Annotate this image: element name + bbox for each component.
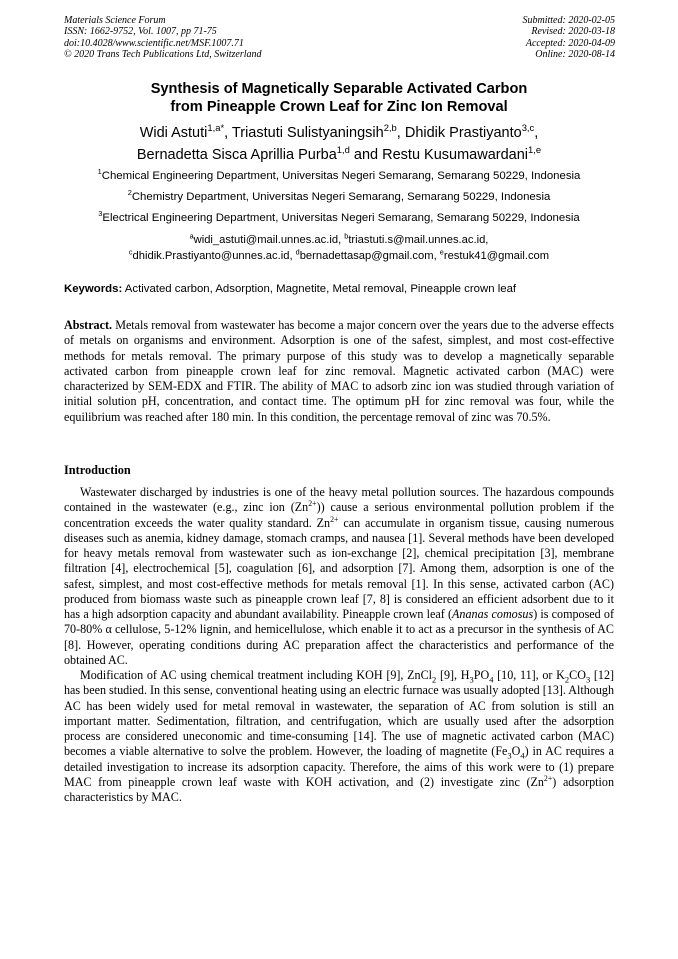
journal-issn: ISSN: 1662-9752, Vol. 1007, pp 71-75: [64, 26, 217, 38]
affiliation-number: 3: [98, 209, 103, 219]
abstract: [64, 318, 614, 425]
email-link[interactable]: dhidik.Prastiyanto@unnes.ac.id: [132, 250, 290, 262]
paragraph: Wastewater discharged by industries is one of the heavy metal pollution sources. The hazardous compounds contained in the wastewater (e.g., zinc ion $(Zn^{2+})$) cause a serious environmental pollution problem if the concentration exceeds the water quality standard. $Zn^{2+}$ can accumulate in organism tissue, causing numerous diseases such as anemia, kidney damage, stomach cramps, and nausea [1]. Several methods have been developed for heavy metals removal from wastewater such as ion-exchange [2], chemical precipitation [3], membrane filtration [4], electrochemical [5], coagulation [6], and adsorption [7]. Among them, adsorption is one of the safest, simplest, and most cost-effective methods for metals removal [1]. In this sense, activated carbon (AC) produced from biomass waste such as pineapple crown leaf [7, 8] is considered an efficient adsorbent due to it has a high adsorption capacity and abundant availability. Pineapple crown leaf (Ananas comosus) is composed of 70-80% α cellulose, 5-12% lignin, and hemicellulose, which enable it to act as a precursor in the synthesis of AC [8]. However, operating conditions during AC preparation affect the characteristics and performance of the obtained AC.: [64, 485, 614, 667]
author-affil-mark: 2,b: [383, 122, 397, 134]
email-link[interactable]: restuk41@gmail.com: [443, 250, 550, 262]
abstract-label: Abstract.: [64, 318, 113, 332]
journal-info: [64, 15, 262, 61]
affiliation-text: Electrical Engineering Department, Universitas Negeri Semarang, Semarang 50229, Indonesia: [102, 212, 580, 224]
date-submitted: Submitted: 2020-02-05: [522, 15, 615, 26]
author-affil-mark: 1,d: [336, 144, 350, 156]
introduction-body: [64, 485, 614, 805]
section-heading: Introduction: [64, 463, 131, 477]
author-emails: $^a$widi_astuti@mail.unnes.ac.id, $^b$triastuti.s@mail.unnes.ac.id, $^c$dhidik.Prastiyanto@unnes.ac.id, $^d$bernadettasap@gmail.com, $^e$restuk41@gmail.com: [128, 231, 550, 262]
journal-name: Materials Science Forum: [64, 15, 166, 26]
author-affil-mark: 1,a*: [207, 122, 225, 134]
abstract-text: Metals removal from wastewater has become a major concern over the years due to the adverse effects of metals on organisms and environment. Adsorption is one of the safest, simplest, and most cost-effective methods for metals removal. The primary purpose of this study was to develop a magnetically separable activated carbon from pineapple crown leaf for zinc removal. Magnetic activated carbon (MAC) were characterized by SEM-EDX and FTIR. The ability of MAC to adsorb zinc ion was studied through variation of initial solution pH, concentration, and contact time. The optimum pH for zinc removal was four, while the equilibrium was reached after 180 min. In this condition, the percentage removal of zinc was 70.5%.: [64, 318, 614, 424]
affiliation-number: 1: [97, 167, 102, 177]
author-name: Restu Kusumawardani: [382, 147, 529, 163]
author-list: Widi Astuti$^{1,a*}$, Triastuti Sulistyaningsih$^{2,b}$, Dhidik Prastiyanto$^{3,c}$, Bernadetta Sisca Aprillia Purba$^{1,d}$ and Restu Kusumawardani$^{1,e}$: [136, 122, 542, 163]
affiliation-1: [30, 169, 648, 183]
keywords: [64, 282, 616, 296]
paper-title: [40, 80, 638, 116]
affiliation-number: 2: [127, 188, 132, 198]
author-and: and: [353, 147, 379, 163]
paragraph: Modification of AC using chemical treatment including KOH [9], ZnCl$_2$ [9], $H_3PO_4$ [10, 11], or $K_2CO_3$ [12] has been studied. In this sense, conventional heating using an electric furnace was usually adopted [13]. Although AC has been widely used for metal removal in wastewater, the separation of AC from solution is still an important matter. Sedimentation, filtration, and centrifugation, which are usually used after the adsorption process are considered uneconomic and time-consuming [14]. The use of magnetic activated carbon (MAC) becomes a viable alternative to solve the problem. However, the loading of magnetite $(Fe_3O_4)$ in AC requires a detailed investigation to increase its adsorption capacity. Therefore, the aims of this work were to (1) prepare MAC from pineapple crown leaf waste with KOH activation, and (2) investigate zinc $(Zn^{2+})$ adsorption characteristics by MAC.: [64, 668, 615, 804]
email-link[interactable]: widi_astuti@mail.unnes.ac.id: [193, 234, 339, 246]
title-line-2: from Pineapple Crown Leaf for Zinc Ion Removal: [170, 99, 508, 115]
author-affil-mark: 1,e: [528, 144, 542, 156]
author-name: Dhidik Prastiyanto: [404, 125, 522, 141]
journal-copyright: © 2020 Trans Tech Publications Ltd, Switzerland: [64, 49, 262, 61]
date-revised: Revised: 2020-03-18: [531, 26, 615, 38]
date-accepted: Accepted: 2020-04-09: [525, 37, 615, 49]
publication-dates: [523, 15, 616, 61]
author-name: Triastuti Sulistyaningsih: [231, 125, 384, 141]
affiliation-text: Chemical Engineering Department, Universitas Negeri Semarang, Semarang 50229, Indonesia: [101, 170, 581, 182]
author-name: Widi Astuti: [139, 125, 208, 141]
date-online: Online: 2020-08-14: [535, 49, 615, 61]
keywords-label: Keywords:: [64, 283, 123, 295]
author-name: Bernadetta Sisca Aprillia Purba: [136, 147, 337, 163]
keywords-text: Activated carbon, Adsorption, Magnetite, Metal removal, Pineapple crown leaf: [124, 283, 517, 295]
affiliation-text: Chemistry Department, Universitas Negeri Semarang, Semarang 50229, Indonesia: [131, 191, 551, 203]
title-line-1: Synthesis of Magnetically Separable Activated Carbon: [150, 81, 528, 97]
email-link[interactable]: bernadettasap@gmail.com: [299, 250, 434, 262]
journal-doi[interactable]: doi:10.4028/www.scientific.net/MSF.1007.71: [64, 37, 244, 49]
affiliation-3: [30, 211, 648, 225]
email-link[interactable]: triastuti.s@mail.unnes.ac.id: [348, 234, 486, 246]
affiliation-2: [30, 190, 648, 204]
author-affil-mark: 3,c: [521, 122, 535, 134]
